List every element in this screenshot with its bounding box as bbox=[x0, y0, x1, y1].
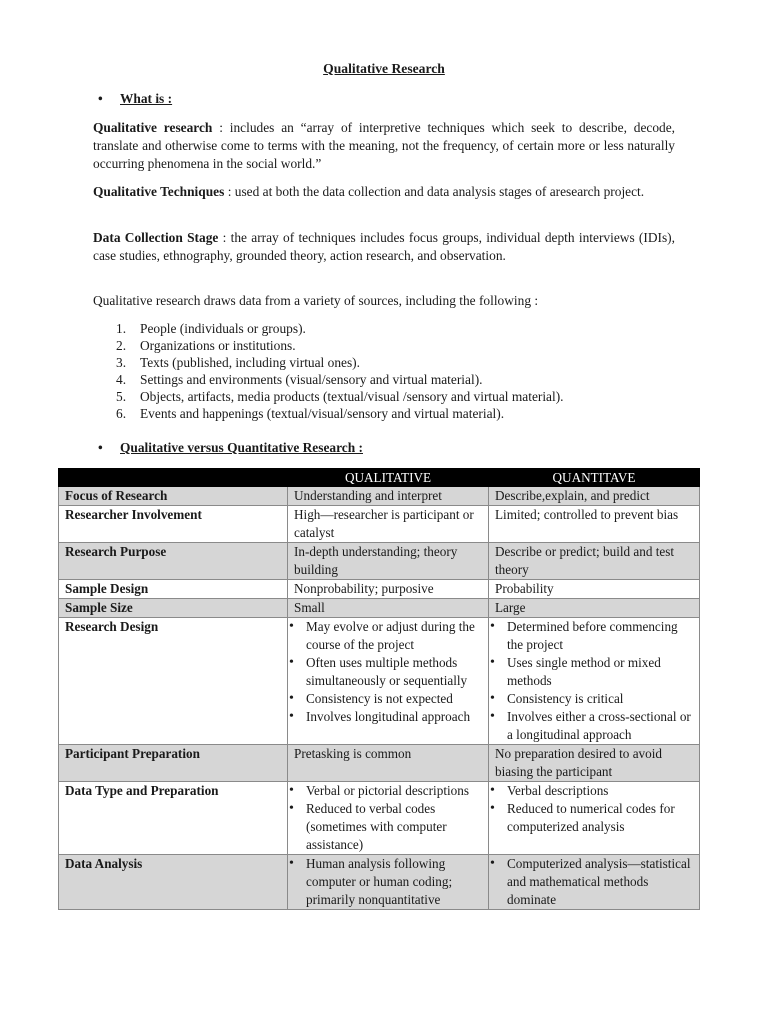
cell-text: Understanding and interpret bbox=[294, 488, 442, 503]
cell-quantitative bbox=[489, 580, 700, 599]
cell-text: Describe,explain, and predict bbox=[495, 488, 650, 503]
table-row bbox=[59, 599, 700, 618]
cell-text: Large bbox=[495, 600, 526, 615]
cell-quantitative bbox=[489, 782, 700, 855]
cell-text: No preparation desired to avoid biasing the participant bbox=[495, 746, 662, 779]
list-item: • Reduced to verbal codes (sometimes with computer assistance) bbox=[296, 800, 484, 854]
cell-text: Describe or predict; build and test theory bbox=[495, 544, 675, 577]
row-label: Data Type and Preparation bbox=[59, 782, 288, 855]
cell-text: Probability bbox=[495, 581, 554, 596]
table-row bbox=[59, 618, 700, 745]
bullet-list bbox=[296, 782, 484, 854]
list-item: 4. Settings and environments (visual/sensory and virtual material). bbox=[116, 372, 483, 387]
cell-qualitative bbox=[288, 543, 489, 580]
list-item: • Human analysis following computer or human coding; primarily nonquantitative bbox=[296, 855, 484, 909]
row-label: Research Purpose bbox=[59, 543, 288, 580]
page-title: Qualitative Research bbox=[323, 61, 445, 76]
table-header-row bbox=[59, 469, 700, 487]
list-item: • Computerized analysis—statistical and mathematical methods dominate bbox=[497, 855, 695, 909]
cell-quantitative bbox=[489, 543, 700, 580]
cell-quantitative bbox=[489, 745, 700, 782]
sources-list bbox=[116, 320, 564, 422]
section-heading-what-is: • What is : bbox=[98, 91, 173, 106]
header-cell-quantitative: QUANTITAVE bbox=[489, 469, 700, 487]
table-row bbox=[59, 487, 700, 506]
list-item: 3. Texts (published, including virtual ones). bbox=[116, 355, 360, 370]
row-label: Sample Design bbox=[59, 580, 288, 599]
row-label: Data Analysis bbox=[59, 855, 288, 910]
list-item: 6. Events and happenings (textual/visual/sensory and virtual material). bbox=[116, 406, 505, 421]
cell-text: In-depth understanding; theory building bbox=[294, 544, 458, 577]
header-cell bbox=[59, 469, 288, 487]
table-row bbox=[59, 543, 700, 580]
cell-text: Small bbox=[294, 600, 325, 615]
cell-qualitative bbox=[288, 599, 489, 618]
cell-qualitative bbox=[288, 487, 489, 506]
list-item: • Verbal or pictorial descriptions bbox=[296, 782, 484, 800]
list-item: • Consistency is critical bbox=[497, 690, 695, 708]
list-item: • Involves either a cross-sectional or a longitudinal approach bbox=[497, 708, 695, 744]
list-item: 2. Organizations or institutions. bbox=[116, 338, 296, 353]
bullet-list bbox=[497, 855, 695, 909]
list-item: • Often uses multiple methods simultaneously or sequentially bbox=[296, 654, 484, 690]
list-item: 5. Objects, artifacts, media products (textual/visual /sensory and virtual material). bbox=[116, 389, 564, 404]
header-cell-qualitative: QUALITATIVE bbox=[288, 469, 489, 487]
bullet-list bbox=[497, 782, 695, 836]
list-item: • Verbal descriptions bbox=[497, 782, 695, 800]
row-label: Sample Size bbox=[59, 599, 288, 618]
list-item: • Reduced to numerical codes for computerized analysis bbox=[497, 800, 695, 836]
bullet-list bbox=[296, 618, 484, 726]
term-qualitative-research: Qualitative research bbox=[93, 120, 213, 135]
list-item: • Involves longitudinal approach bbox=[296, 708, 484, 726]
list-item: 1. People (individuals or groups). bbox=[116, 321, 306, 336]
cell-quantitative bbox=[489, 618, 700, 745]
section-heading-qual-vs-quant: • Qualitative versus Quantitative Research : bbox=[98, 440, 363, 455]
bullet-icon: • bbox=[98, 440, 103, 455]
list-item: • Consistency is not expected bbox=[296, 690, 484, 708]
table-row bbox=[59, 782, 700, 855]
bullet-list bbox=[497, 618, 695, 744]
row-label: Research Design bbox=[59, 618, 288, 745]
cell-quantitative bbox=[489, 506, 700, 543]
cell-text: Limited; controlled to prevent bias bbox=[495, 507, 679, 522]
table-row bbox=[59, 855, 700, 910]
cell-qualitative bbox=[288, 618, 489, 745]
paragraph-qualitative-research: Qualitative research : includes an “array of interpretive techniques which seek to describe, decode, translate and otherwise come to terms with the meaning, not the frequency, of certain more or less naturally occurring phenomena in the social world.” bbox=[93, 120, 676, 171]
comparison-table bbox=[58, 468, 700, 910]
cell-qualitative bbox=[288, 855, 489, 910]
paragraph-qualitative-techniques: Qualitative Techniques : used at both the data collection and data analysis stages of aresearch project. bbox=[93, 184, 645, 199]
list-item: • May evolve or adjust during the course of the project bbox=[296, 618, 484, 654]
paragraph-sources-intro: Qualitative research draws data from a variety of sources, including the following : bbox=[93, 293, 539, 308]
list-item: • Determined before commencing the project bbox=[497, 618, 695, 654]
row-label: Focus of Research bbox=[59, 487, 288, 506]
cell-qualitative bbox=[288, 506, 489, 543]
table-row bbox=[59, 580, 700, 599]
cell-text: High—researcher is participant or catalyst bbox=[294, 507, 474, 540]
term-qualitative-techniques: Qualitative Techniques bbox=[93, 184, 225, 199]
paragraph-data-collection-stage: Data Collection Stage : the array of techniques includes focus groups, individual depth interviews (IDIs), case studies, ethnography, grounded theory, action research, and observation. bbox=[93, 230, 675, 263]
cell-quantitative bbox=[489, 599, 700, 618]
cell-qualitative bbox=[288, 580, 489, 599]
bullet-icon: • bbox=[98, 91, 103, 106]
cell-qualitative bbox=[288, 745, 489, 782]
bullet-list bbox=[296, 855, 484, 909]
cell-text: Pretasking is common bbox=[294, 746, 412, 761]
row-label: Researcher Involvement bbox=[59, 506, 288, 543]
row-label: Participant Preparation bbox=[59, 745, 288, 782]
table-row bbox=[59, 506, 700, 543]
term-data-collection-stage: Data Collection Stage bbox=[93, 230, 219, 245]
table-row bbox=[59, 745, 700, 782]
cell-quantitative bbox=[489, 855, 700, 910]
cell-qualitative bbox=[288, 782, 489, 855]
list-item: • Uses single method or mixed methods bbox=[497, 654, 695, 690]
cell-text: Nonprobability; purposive bbox=[294, 581, 434, 596]
cell-quantitative bbox=[489, 487, 700, 506]
